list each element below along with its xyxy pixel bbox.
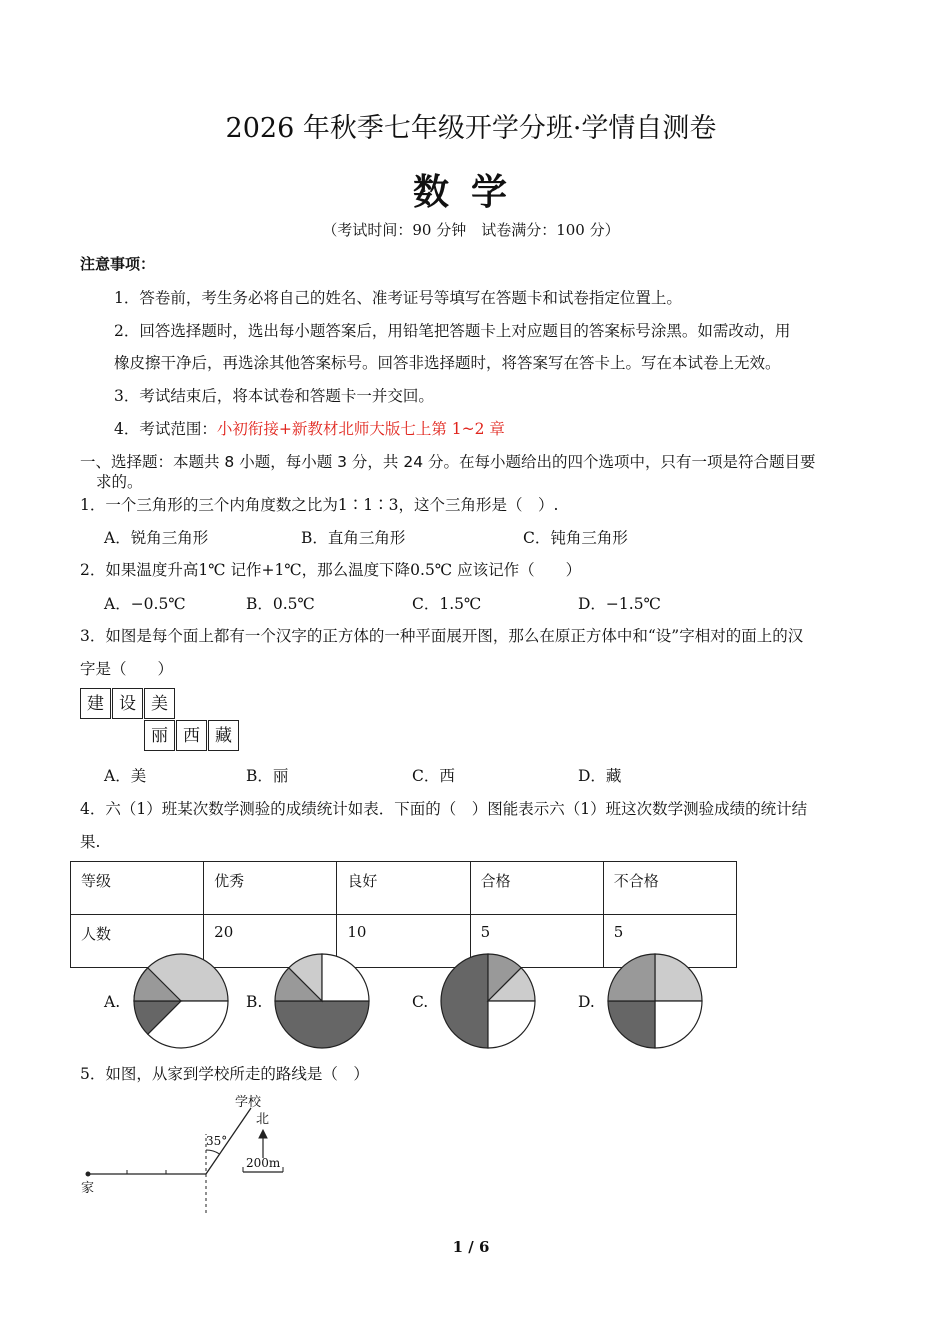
q4-stem-2: 果. (80, 833, 101, 851)
table-cell: 合格 (470, 862, 603, 915)
q1-option-a: A．锐角三角形 (104, 529, 209, 547)
north-label: 北 (256, 1112, 270, 1127)
q5-stem: 5．如图，从家到学校所走的路线是（ ） (80, 1065, 369, 1083)
note-1: 1．答卷前，考生务必将自己的姓名、准考证号等填写在答题卡和试卷指定位置上。 (114, 289, 682, 307)
note-2a: 2．回答选择题时，选出每小题答案后，用铅笔把答题卡上对应题目的答案标号涂黑。如需改动，用 (114, 322, 791, 340)
pie-b (275, 954, 369, 1048)
table-cell: 20 (204, 915, 337, 968)
note-4-range: 小初衔接+新教材北师大版七上第 1~2 章 (216, 420, 505, 438)
page-number: 1 / 6 (452, 1238, 490, 1256)
pie-slice (488, 1001, 535, 1048)
q4-option-c: C. (412, 993, 429, 1011)
pie-d (608, 954, 702, 1048)
q4-option-b: B. (246, 993, 263, 1011)
notes-heading: 注意事项： (80, 255, 156, 273)
note-3: 3．考试结束后，将本试卷和答题卡一并交回。 (114, 387, 434, 405)
pie-slice (655, 1001, 702, 1048)
exam-meta: （考试时间：90 分钟 试卷满分：100 分） (322, 221, 620, 239)
page-title: 2026 年秋季七年级开学分班·学情自测卷 (225, 113, 717, 144)
q4-option-d: D. (578, 993, 595, 1011)
pie-slice (441, 954, 488, 1048)
q3-option-d: D．藏 (578, 767, 622, 785)
table-cell: 良好 (337, 862, 470, 915)
angle-label: 35° (206, 1134, 228, 1148)
scale-label: 200m (246, 1156, 281, 1170)
home-label: 家 (81, 1181, 95, 1196)
net-face: 美 (144, 688, 175, 719)
note-2b: 橡皮擦干净后，再选涂其他答案标号。回答非选择题时，将答案写在答卡上。写在本试卷上无效。 (114, 354, 781, 372)
net-face: 西 (176, 720, 207, 751)
q3-option-b: B．丽 (246, 767, 289, 785)
q3-stem-2: 字是（ ） (80, 660, 174, 678)
q2-option-d: D．−1.5℃ (578, 595, 661, 613)
pie-slice (608, 954, 655, 1001)
pie-slice (655, 954, 702, 1001)
table-cell: 5 (470, 915, 603, 968)
q1-stem: 1．一个三角形的三个内角度数之比为1∶1∶3，这个三角形是（ ）. (80, 496, 559, 514)
pie-a (134, 954, 228, 1048)
net-face: 丽 (144, 720, 175, 751)
table-cell: 等级 (71, 862, 204, 915)
q2-stem: 2．如果温度升高1℃ 记作+1℃，那么温度下降0.5℃ 应该记作（ ） (80, 561, 582, 579)
q4-stem-1: 4．六（1）班某次数学测验的成绩统计如表．下面的（ ）图能表示六（1）班这次数学测验成绩的统计结 (80, 800, 808, 818)
table-cell: 10 (337, 915, 470, 968)
note-4-prefix: 4．考试范围： (114, 420, 217, 438)
q3-stem-1: 3．如图是每个面上都有一个汉字的正方体的一种平面展开图，那么在原正方体中和“设”字相对的面上的汉 (80, 627, 804, 645)
net-face: 建 (80, 688, 111, 719)
q3-option-a: A．美 (104, 767, 147, 785)
net-face: 设 (112, 688, 143, 719)
table-cell: 人数 (71, 915, 204, 968)
q1-option-b: B．直角三角形 (301, 529, 406, 547)
q1-option-c: C．钝角三角形 (523, 529, 628, 547)
section-heading: 一、选择题：本题共 8 小题，每小题 3 分，共 24 分。在每小题给出的四个选项中，只有一项是符合题目要 (80, 453, 816, 471)
home-point (86, 1172, 90, 1176)
q4-option-a: A. (104, 993, 121, 1011)
school-label: 学校 (235, 1095, 262, 1110)
pie-slice (608, 1001, 655, 1048)
table-cell: 不合格 (603, 862, 736, 915)
q2-option-c: C．1.5℃ (412, 595, 482, 613)
table-cell: 5 (603, 915, 736, 968)
q2-option-a: A．−0.5℃ (104, 595, 186, 613)
q3-option-c: C．西 (412, 767, 455, 785)
q2-option-b: B．0.5℃ (246, 595, 315, 613)
angle-arc (206, 1150, 220, 1154)
table-cell: 优秀 (204, 862, 337, 915)
pie-c (441, 954, 535, 1048)
pie-slice (322, 954, 369, 1001)
subject-title: 数学 (412, 172, 529, 213)
north-arrow-head (259, 1130, 267, 1138)
pie-slice (275, 1001, 369, 1048)
net-face: 藏 (208, 720, 239, 751)
section-heading-cont: 求的。 (96, 473, 143, 491)
